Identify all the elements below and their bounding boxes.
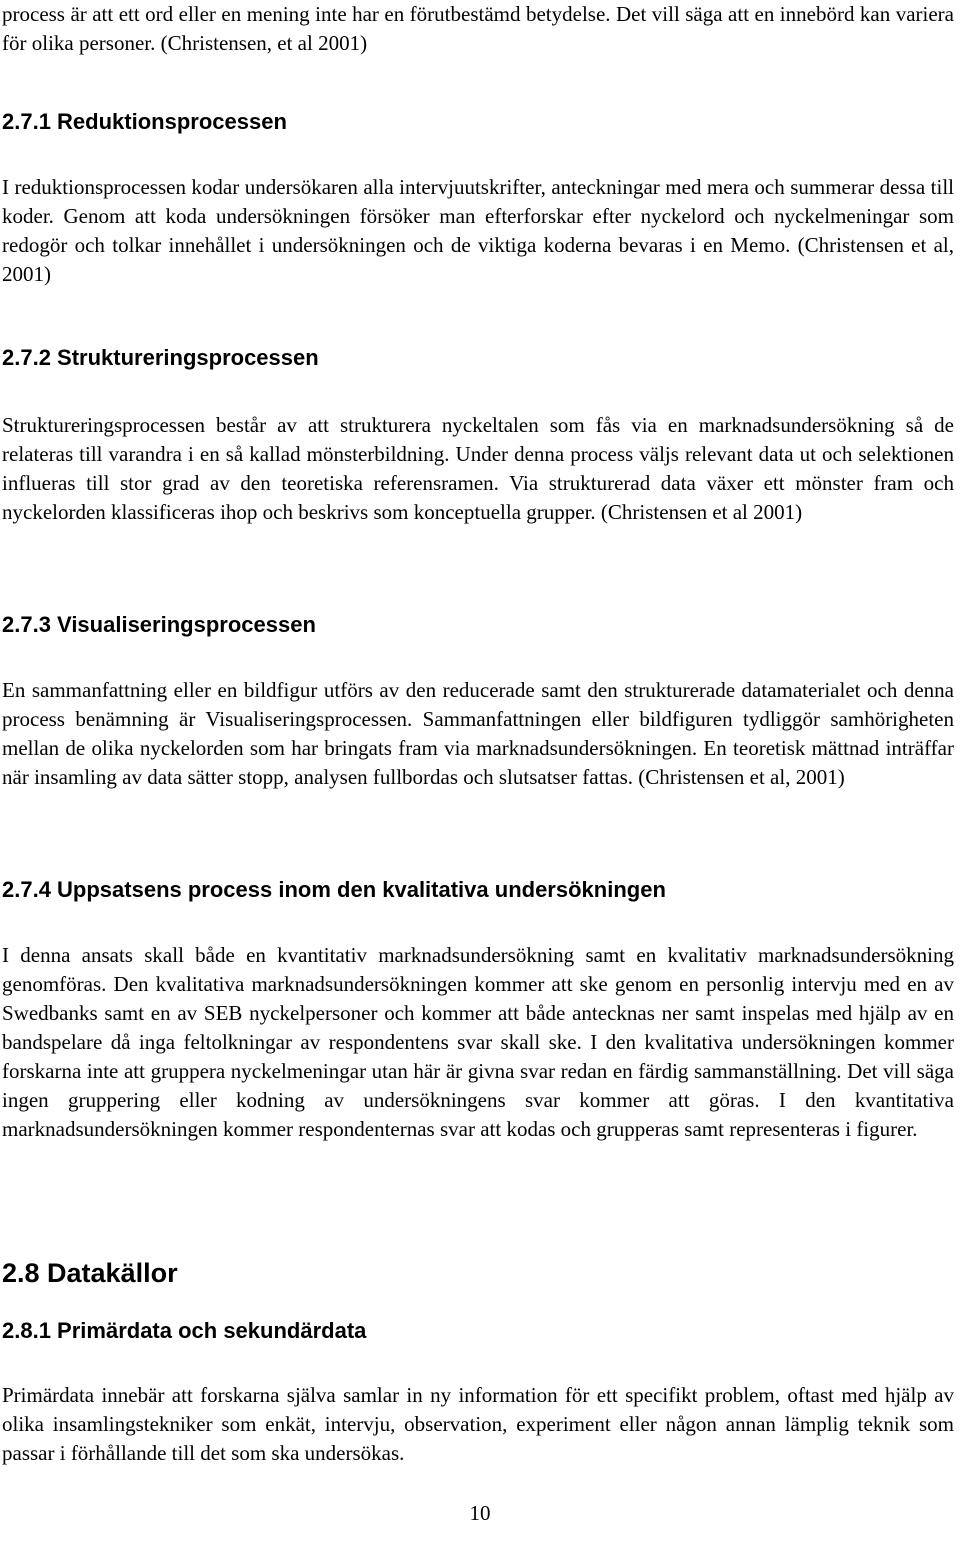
section-heading-2-7-4: 2.7.4 Uppsatsens process inom den kvalitativa undersökningen xyxy=(2,877,666,902)
section-heading-2-8: 2.8 Datakällor xyxy=(2,1258,178,1288)
section-body-2-7-4: I denna ansats skall både en kvantitativ marknadsundersökning samt en kvalitativ marknadsundersökning genomföras. Den kvalitativa marknadsundersökningen kommer att ske genom en personlig intervju med en av Swedbanks samt en av SEB nyckelpersoner och kommer att både antecknas ner samt inspelas med hjälp av en bandspelare då inga feltolkningar av respondentens svar skall ske. I den kvalitativa undersökningen kommer forskarna inte att gruppera nyckelmeningar utan här är givna svar redan en färdig sammanställning. Det vill säga ingen gruppering eller kodning av undersökningens svar kommer att göras. I den kvantitativa marknadsundersökningen kommer respondenternas svar att kodas och grupperas samt representeras i figurer. xyxy=(2,943,954,1141)
section-heading-2-7-2: 2.7.2 Struktureringsprocessen xyxy=(2,345,319,370)
section-body-2-7-3: En sammanfattning eller en bildfigur utförs av den reducerade samt den strukturerade datamaterialet och denna process benämning är Visualiseringsprocessen. Sammanfattningen eller bildfiguren tydliggör samhörigheten mellan de olika nyckelorden som har bringats fram via marknadsundersökningen. En teoretisk mättnad inträffar när insamling av data sätter stopp, analysen fullbordas och slutsatser fattas. (Christensen et al, 2001) xyxy=(2,678,954,789)
section-heading-2-7-1: 2.7.1 Reduktionsprocessen xyxy=(2,109,287,134)
section-body-2-8-1: Primärdata innebär att forskarna själva samlar in ny information för ett specifikt problem, oftast med hjälp av olika insamlingstekniker som enkät, intervju, observation, experiment eller någon annan lämplig teknik som passar i förhållande till det som ska undersökas. xyxy=(2,1383,954,1465)
section-heading-2-7-3: 2.7.3 Visualiseringsprocessen xyxy=(2,612,316,637)
section-body-2-7-1: I reduktionsprocessen kodar undersökaren alla intervjuutskrifter, anteckningar med mera och summerar dessa till koder. Genom att koda undersökningen försöker man efterforskar efter nyckelord och nyckelmeningar som redogör och tolkar innehållet i undersökningen och de viktiga koderna bevaras i en Memo. (Christensen et al, 2001) xyxy=(2,175,954,286)
intro-paragraph: process är att ett ord eller en mening inte har en förutbestämd betydelse. Det vill säga att en innebörd kan variera för olika personer. (Christensen, et al 2001) xyxy=(2,2,954,55)
page-number: 10 xyxy=(469,1501,491,1525)
section-heading-2-8-1: 2.8.1 Primärdata och sekundärdata xyxy=(2,1318,367,1343)
section-body-2-7-2: Struktureringsprocessen består av att strukturera nyckeltalen som fås via en marknadsundersökning så de relateras till varandra i en så kallad mönsterbildning. Under denna process väljs relevant data ut och selektionen influeras till stor grad av den teoretiska referensramen. Via strukturerad data växer ett mönster fram och nyckelorden klassificeras ihop och beskrivs som konceptuella grupper. (Christensen et al 2001) xyxy=(2,413,954,524)
